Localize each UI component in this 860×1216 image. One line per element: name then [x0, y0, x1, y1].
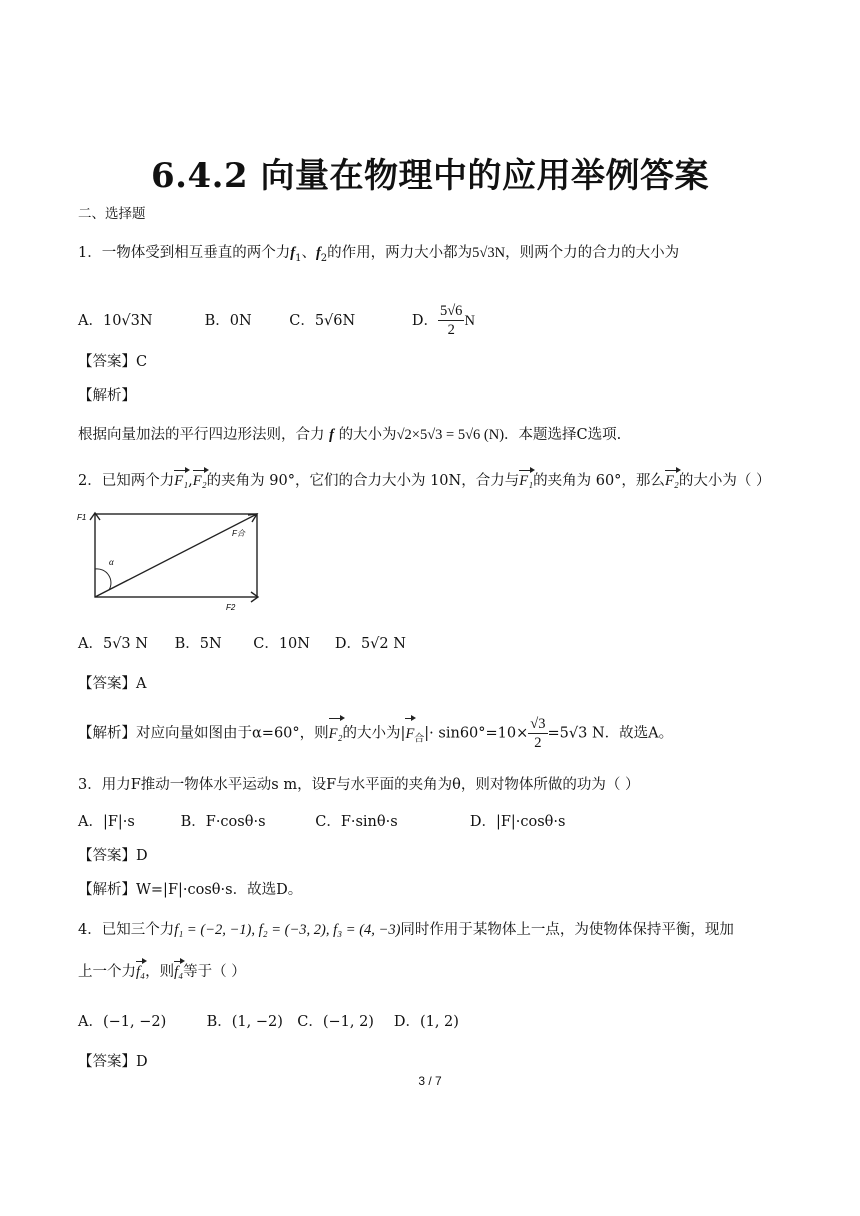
q4-stem-line1: 4．已知三个力f₁ = (−2, −1), f₂ = (−3, 2), f₃ = (4, −3)同时作用于某物体上一点，为使物体保持平衡，现加: [78, 922, 734, 938]
q1-option-d: D． $\frac{5√6}{2}$ N: [411, 303, 475, 338]
q4-option-c: C．(−1, 2): [297, 1014, 374, 1030]
q2-option-d: D．5√2 N: [334, 636, 406, 652]
force-diagram: [76, 507, 266, 615]
q2-stem: 2．已知两个力F₁,F₂的夹角为 90°，它们的合力大小为 10N，合力与F₁的夹角为 60°，那么F₂的大小为（ ）: [78, 473, 771, 489]
q3-answer: 【答案】D: [78, 848, 148, 864]
q1-answer: 【答案】C: [78, 354, 148, 370]
q3-option-a: A．|F|·s: [78, 814, 135, 830]
q1-option-a: A．10√3N: [78, 312, 153, 329]
section-heading: 二、选择题: [78, 206, 146, 222]
q4-options: [78, 1012, 459, 1032]
q2-option-c: C．10N: [253, 636, 310, 652]
alpha-label: α: [109, 557, 114, 567]
q2-options: [78, 634, 406, 654]
q1-stem: 1．一物体受到相互垂直的两个力$f_1$、$f_2$的作用，两力大小都为5√3N，则两个力的合力的大小为: [78, 245, 680, 264]
q3-analysis: 【解析】W=|F|·cosθ·s．故选D。: [78, 882, 303, 898]
resultant-label: F合: [232, 529, 245, 538]
page-title: 6.4.2 向量在物理中的应用举例答案: [151, 156, 709, 196]
page-number: 3 / 7: [418, 1074, 442, 1088]
f1-label: F1: [77, 513, 87, 522]
q3-options: [78, 812, 565, 832]
q2-answer: 【答案】A: [78, 676, 147, 692]
q1-options: [78, 302, 475, 339]
resultant-vector: [95, 514, 257, 597]
q3-option-b: B．F·cosθ·s: [180, 814, 266, 830]
q4-option-a: A．(−1, −2): [78, 1014, 167, 1030]
q2-option-b: B．5N: [174, 636, 222, 652]
q4-option-d: D．(1, 2): [393, 1014, 459, 1030]
q1-option-c: C．5√6N: [289, 312, 356, 329]
q2-analysis: 【解析】对应向量如图由于α=60°，则F₂的大小为$|F_合|\cdot \sin 60^\circ=10\times$ $\frac{√3}{2}$ =5√3 N．故选A。: [78, 716, 674, 751]
q1-analysis-label: 【解析】: [78, 388, 136, 404]
f2-label: F2: [226, 603, 236, 612]
angle-arc: [95, 569, 111, 590]
q2-option-a: A．5√3 N: [78, 636, 148, 652]
q3-option-c: C．F·sinθ·s: [315, 814, 398, 830]
q4-option-b: B．(1, −2): [206, 1014, 283, 1030]
q4-answer: 【答案】D: [78, 1054, 148, 1070]
q1-analysis: 根据向量加法的平行四边形法则，合力 f 的大小为√2×5√3 = 5√6 (N)．本题选择C选项.: [78, 427, 622, 443]
q1-option-b: B．0N: [204, 312, 252, 329]
q3-stem: 3．用力F推动一物体水平运动s m，设F与水平面的夹角为θ，则对物体所做的功为（ ）: [78, 777, 640, 793]
q3-option-d: D．|F|·cosθ·s: [469, 814, 566, 830]
q4-stem-line2: 上一个力f₄，则f₄等于（ ）: [78, 964, 246, 980]
